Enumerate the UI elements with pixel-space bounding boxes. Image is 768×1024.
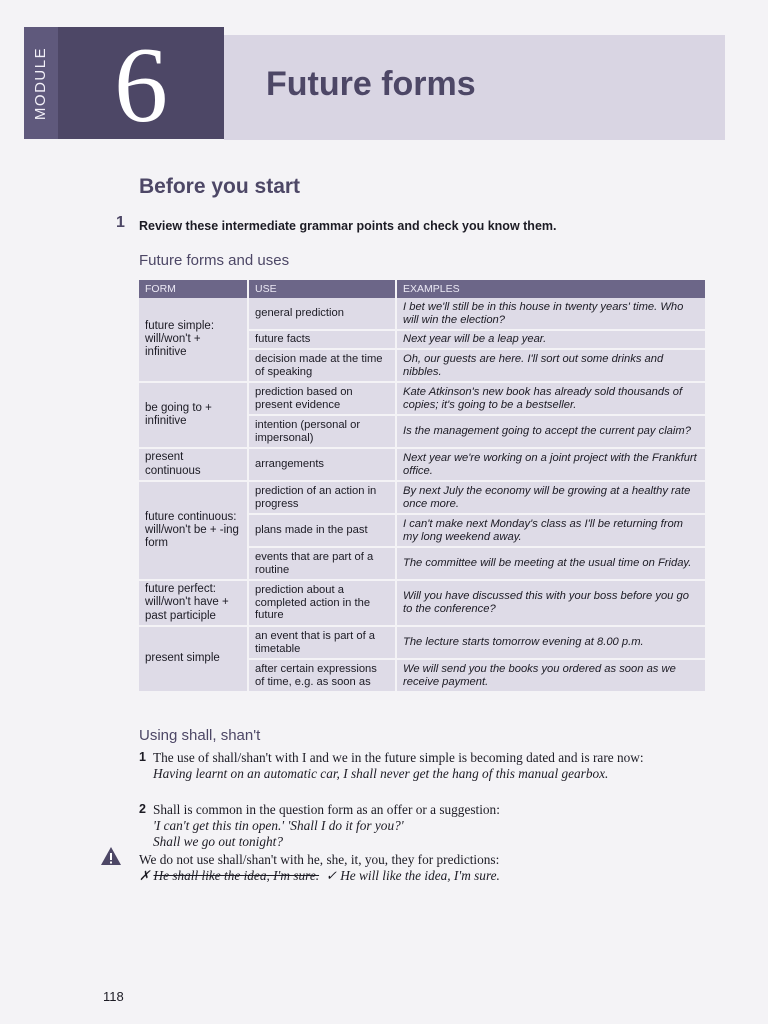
point-example: 'I can't get this tin open.' 'Shall I do it for you?' — [153, 818, 404, 833]
example-cell: I bet we'll still be in this house in twenty years' time. Who will win the election? — [397, 298, 707, 331]
header-use: USE — [249, 280, 397, 298]
module-tab — [24, 27, 58, 139]
example-cell: I can't make next Monday's class as I'll be returning from my long weekend away. — [397, 515, 707, 548]
example-cell: Next year will be a leap year. — [397, 331, 707, 350]
point-number: 2 — [139, 802, 146, 816]
wrong-right-examples — [139, 868, 719, 884]
task-number: 1 — [116, 214, 125, 231]
point-example: Shall we go out tonight? — [153, 834, 284, 849]
example-cell: Will you have discussed this with your boss before you go to the conference? — [397, 581, 707, 627]
form-cell: present simple — [139, 627, 249, 693]
cross-icon: ✗ — [139, 868, 151, 883]
form-cell: present continuous — [139, 449, 249, 482]
header-examples: EXAMPLES — [397, 280, 707, 298]
example-cell: Oh, our guests are here. I'll sort out some drinks and nibbles. — [397, 350, 707, 383]
future-forms-table — [139, 280, 707, 693]
use-cell: arrangements — [249, 449, 397, 482]
point-text: The use of shall/shan't with I and we in the future simple is becoming dated and is rare now: — [153, 750, 644, 765]
warning-icon — [100, 846, 122, 866]
point-example: Having learnt on an automatic car, I shall never get the hang of this manual gearbox. — [153, 766, 609, 781]
module-label: MODULE — [32, 46, 50, 120]
use-cell: prediction of an action in progress — [249, 482, 397, 515]
form-cell: be going to + infinitive — [139, 383, 249, 449]
module-number: 6 — [114, 26, 168, 145]
shall-warning — [139, 852, 719, 884]
wrong-example: He shall like the idea, I'm sure. — [153, 868, 320, 883]
use-cell: decision made at the time of speaking — [249, 350, 397, 383]
use-cell: general prediction — [249, 298, 397, 331]
example-cell: By next July the economy will be growing at a healthy rate once more. — [397, 482, 707, 515]
shall-point-1 — [139, 750, 719, 782]
table-row — [139, 298, 707, 331]
use-cell: prediction based on present evidence — [249, 383, 397, 416]
table-row — [139, 383, 707, 416]
form-cell: future continuous: will/won't be + -ing form — [139, 482, 249, 581]
shall-point-2 — [139, 802, 719, 850]
example-cell: Next year we're working on a joint project with the Frankfurt office. — [397, 449, 707, 482]
page-title: Future forms — [266, 65, 476, 103]
point-number: 1 — [139, 750, 146, 764]
task-instruction: Review these intermediate grammar points and check you know them. — [139, 219, 557, 233]
page-number: 118 — [103, 989, 124, 1004]
shall-section-title: Using shall, shan't — [139, 727, 261, 744]
warning-text: We do not use shall/shan't with he, she, it, you, they for predictions: — [139, 852, 500, 867]
use-cell: after certain expressions of time, e.g. as soon as — [249, 660, 397, 693]
table-header-row — [139, 280, 707, 298]
example-cell: Kate Atkinson's new book has already sold thousands of copies; it's going to be a bestseller. — [397, 383, 707, 416]
form-cell: future simple: will/won't + infinitive — [139, 298, 249, 383]
check-icon: ✓ — [325, 868, 337, 883]
use-cell: events that are part of a routine — [249, 548, 397, 581]
example-cell: Is the management going to accept the current pay claim? — [397, 416, 707, 449]
section-title: Before you start — [139, 175, 301, 198]
header-form: FORM — [139, 280, 249, 298]
table-row — [139, 449, 707, 482]
table-row — [139, 627, 707, 660]
point-text: Shall is common in the question form as an offer or a suggestion: — [153, 802, 500, 817]
use-cell: an event that is part of a timetable — [249, 627, 397, 660]
title-band — [224, 35, 725, 140]
table-row — [139, 581, 707, 627]
right-example: He will like the idea, I'm sure. — [340, 868, 500, 883]
example-cell: We will send you the books you ordered as soon as we receive payment. — [397, 660, 707, 693]
use-cell: prediction about a completed action in the future — [249, 581, 397, 627]
table-row — [139, 482, 707, 515]
module-number-box — [58, 26, 224, 145]
use-cell: intention (personal or impersonal) — [249, 416, 397, 449]
use-cell: plans made in the past — [249, 515, 397, 548]
form-cell: future perfect: will/won't have + past participle — [139, 581, 249, 627]
table-title: Future forms and uses — [139, 252, 290, 269]
example-cell: The committee will be meeting at the usual time on Friday. — [397, 548, 707, 581]
use-cell: future facts — [249, 331, 397, 350]
example-cell: The lecture starts tomorrow evening at 8.00 p.m. — [397, 627, 707, 660]
